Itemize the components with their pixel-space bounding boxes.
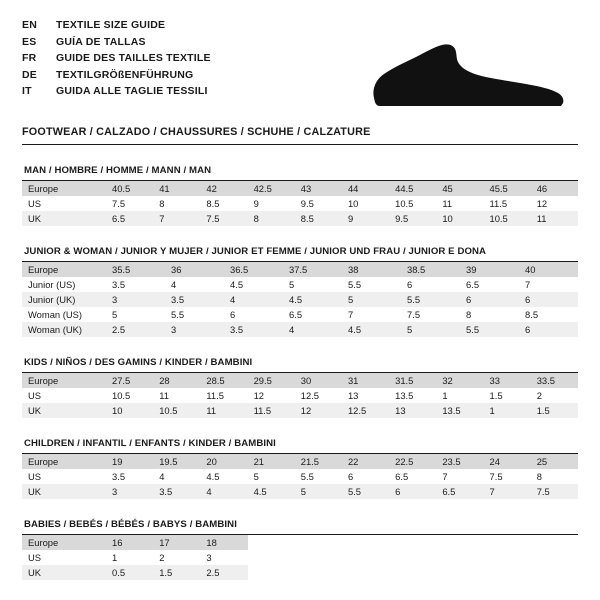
section-junior-woman <box>22 246 578 337</box>
cell: 7 <box>153 211 200 226</box>
row-label: Europe <box>22 373 106 388</box>
section-kids <box>22 357 578 418</box>
cell: 6 <box>347 471 354 482</box>
table-row <box>22 292 578 307</box>
cell: 20 <box>200 454 247 469</box>
row-label: US <box>28 471 42 482</box>
section-man <box>22 165 578 226</box>
cell: 4 <box>171 279 177 290</box>
language-code: FR <box>22 52 37 64</box>
cell: 25 <box>531 454 578 469</box>
cell: 42 <box>200 181 247 196</box>
cell: 45.5 <box>484 181 531 196</box>
row-label: US <box>28 390 42 401</box>
cell: 1 <box>484 403 531 418</box>
cell: 10 <box>436 211 483 226</box>
cell: 3 <box>106 484 153 499</box>
language-row <box>22 68 211 85</box>
row-label: Junior (US) <box>28 279 76 290</box>
cell: 21 <box>248 454 295 469</box>
cell: 2 <box>159 552 165 563</box>
cell: 39 <box>460 262 519 277</box>
table-row <box>22 181 578 196</box>
cell: 6 <box>519 292 578 307</box>
cell: 6.5 <box>395 471 409 482</box>
cell: 8.5 <box>525 309 539 320</box>
cell: 8.5 <box>295 211 342 226</box>
row-label: US <box>28 198 42 209</box>
language-row <box>22 18 211 35</box>
table-row <box>22 565 578 580</box>
cell: 43 <box>295 181 342 196</box>
cell: 21.5 <box>295 454 342 469</box>
table-row <box>22 454 578 469</box>
cell: 28 <box>153 373 200 388</box>
cell: 8.5 <box>206 198 220 209</box>
size-table-children <box>22 454 578 499</box>
language-row <box>22 35 211 52</box>
cell: 7.5 <box>407 309 421 320</box>
table-row <box>22 277 578 292</box>
table-row <box>22 262 578 277</box>
header-divider <box>22 144 578 145</box>
cell: 10.5 <box>153 403 200 418</box>
section-children <box>22 438 578 499</box>
cell: 4 <box>159 471 165 482</box>
section-babies <box>22 519 578 580</box>
cell: 11 <box>442 198 453 209</box>
cell: 11 <box>159 390 169 401</box>
cell: 10.5 <box>112 390 131 401</box>
cell: 6 <box>407 279 413 290</box>
cell: 27.5 <box>106 373 153 388</box>
cell: 38.5 <box>401 262 460 277</box>
cell: 37.5 <box>283 262 342 277</box>
cell: 40.5 <box>106 181 153 196</box>
cell: 2.5 <box>106 322 165 337</box>
cell: 38 <box>342 262 401 277</box>
cell: 44.5 <box>389 181 436 196</box>
cell: 22 <box>342 454 389 469</box>
row-label: UK <box>22 403 106 418</box>
table-row <box>22 373 578 388</box>
cell: 22.5 <box>389 454 436 469</box>
cell: 10 <box>347 198 359 209</box>
cell: 1 <box>112 552 118 563</box>
language-row <box>22 51 211 68</box>
table-row <box>22 550 578 565</box>
row-label: UK <box>22 484 106 499</box>
cell: 42.5 <box>248 181 295 196</box>
row-label: UK <box>22 211 106 226</box>
cell: 6 <box>389 484 436 499</box>
cell: 6.5 <box>106 211 153 226</box>
cell: 8 <box>248 211 295 226</box>
cell: 7 <box>525 279 531 290</box>
cell: 10.5 <box>395 198 414 209</box>
cell: 31.5 <box>389 373 436 388</box>
spacer <box>531 550 578 565</box>
language-row <box>22 84 211 101</box>
cell: 11.5 <box>206 390 224 401</box>
section-title: BABIES / BEBÉS / BÉBÉS / BABYS / BAMBINI <box>22 519 578 535</box>
table-row <box>22 196 578 211</box>
row-label: Europe <box>22 454 106 469</box>
cell: 6.5 <box>436 484 483 499</box>
cell: 12.5 <box>300 390 319 401</box>
category-line: FOOTWEAR / CALZADO / CHAUSSURES / SCHUHE / CALZATURE <box>22 126 371 138</box>
spacer <box>531 565 578 580</box>
cell: 5 <box>253 471 259 482</box>
section-title: JUNIOR & WOMAN / JUNIOR Y MUJER / JUNIOR ET FEMME / JUNIOR UND FRAU / JUNIOR E DONA <box>22 246 578 262</box>
cell: 10 <box>106 403 153 418</box>
cell: 45 <box>436 181 483 196</box>
cell: 7.5 <box>200 211 247 226</box>
cell: 3 <box>165 322 224 337</box>
language-code: ES <box>22 35 37 48</box>
language-title: GUIDA ALLE TAGLIE TESSILI <box>56 85 208 97</box>
cell: 11 <box>200 403 247 418</box>
cell: 17 <box>153 535 200 550</box>
spacer <box>436 565 483 580</box>
table-row <box>22 211 578 226</box>
cell: 7.5 <box>531 484 578 499</box>
cell: 12 <box>295 403 342 418</box>
language-code: DE <box>22 68 37 81</box>
language-code: IT <box>22 85 32 97</box>
cell: 5 <box>289 279 295 290</box>
cell: 41 <box>153 181 200 196</box>
row-label: US <box>28 552 42 563</box>
dress-shoe-icon <box>368 40 568 112</box>
language-title: TEXTILGRÖßENFÜHRUNG <box>56 68 194 81</box>
table-row <box>22 403 578 418</box>
cell: 7.5 <box>489 471 503 482</box>
cell: 5 <box>295 484 342 499</box>
cell: 6 <box>230 309 236 320</box>
section-title: MAN / HOMBRE / HOMME / MANN / MAN <box>22 165 578 181</box>
cell: 8 <box>536 471 542 482</box>
cell: 11.5 <box>489 198 508 209</box>
cell: 31 <box>342 373 389 388</box>
row-label: Europe <box>22 181 106 196</box>
section-title: KIDS / NIÑOS / DES GAMINS / KINDER / BAMBINI <box>22 357 578 373</box>
spacer <box>248 535 295 550</box>
cell: 7 <box>442 471 448 482</box>
cell: 9.5 <box>300 198 314 209</box>
cell: 40 <box>519 262 578 277</box>
cell: 19 <box>106 454 153 469</box>
cell: 7 <box>484 484 531 499</box>
cell: 33.5 <box>531 373 578 388</box>
cell: 36.5 <box>224 262 283 277</box>
row-label: UK <box>22 565 106 580</box>
cell: 16 <box>106 535 153 550</box>
cell: 8 <box>466 309 472 320</box>
cell: 3.5 <box>165 292 224 307</box>
cell: 8 <box>159 198 165 209</box>
cell: 3 <box>206 552 212 563</box>
spacer <box>342 565 389 580</box>
language-titles <box>22 18 211 101</box>
cell: 7.5 <box>112 198 126 209</box>
spacer <box>484 550 531 565</box>
cell: 13.5 <box>395 390 414 401</box>
cell: 12 <box>536 198 548 209</box>
cell: 6 <box>460 292 519 307</box>
cell: 4.5 <box>283 292 342 307</box>
size-table-junior-woman <box>22 262 578 337</box>
cell: 33 <box>484 373 531 388</box>
cell: 4 <box>283 322 342 337</box>
spacer <box>295 565 342 580</box>
language-title: TEXTILE SIZE GUIDE <box>56 19 166 31</box>
cell: 5.5 <box>171 309 185 320</box>
cell: 1.5 <box>531 403 578 418</box>
cell: 19.5 <box>153 454 200 469</box>
size-table-kids <box>22 373 578 418</box>
table-row <box>22 388 578 403</box>
spacer <box>389 535 436 550</box>
cell: 9 <box>342 211 389 226</box>
language-code: EN <box>22 19 37 31</box>
cell: 13 <box>347 390 359 401</box>
cell: 9 <box>253 198 259 209</box>
cell: 1.5 <box>489 390 503 401</box>
cell: 3 <box>106 292 165 307</box>
cell: 2 <box>536 390 542 401</box>
language-title: GUÍA DE TALLAS <box>56 35 146 48</box>
cell: 4 <box>200 484 247 499</box>
size-table-man <box>22 181 578 226</box>
cell: 11 <box>531 211 578 226</box>
row-label: Europe <box>22 262 106 277</box>
section-title: CHILDREN / INFANTIL / ENFANTS / KINDER / BAMBINI <box>22 438 578 454</box>
spacer <box>342 550 389 565</box>
cell: 1.5 <box>153 565 200 580</box>
row-label: Junior (UK) <box>22 292 106 307</box>
cell: 5.5 <box>401 292 460 307</box>
cell: 3.5 <box>224 322 283 337</box>
cell: 6.5 <box>289 309 303 320</box>
cell: 4.5 <box>342 322 401 337</box>
cell: 29.5 <box>248 373 295 388</box>
table-row <box>22 484 578 499</box>
row-label: Woman (UK) <box>22 322 106 337</box>
cell: 30 <box>295 373 342 388</box>
cell: 4.5 <box>230 279 244 290</box>
cell: 5.5 <box>300 471 314 482</box>
table-row <box>22 535 578 550</box>
spacer <box>248 550 295 565</box>
cell: 5.5 <box>348 279 362 290</box>
spacer <box>248 565 295 580</box>
cell: 2.5 <box>200 565 247 580</box>
cell: 3.5 <box>112 279 126 290</box>
table-row <box>22 307 578 322</box>
cell: 24 <box>484 454 531 469</box>
cell: 11.5 <box>248 403 295 418</box>
cell: 36 <box>165 262 224 277</box>
cell: 32 <box>436 373 483 388</box>
cell: 4 <box>224 292 283 307</box>
cell: 18 <box>200 535 247 550</box>
cell: 46 <box>531 181 578 196</box>
cell: 1 <box>442 390 448 401</box>
language-title: GUIDE DES TAILLES TEXTILE <box>56 52 211 64</box>
cell: 5 <box>112 309 118 320</box>
row-label: Europe <box>22 535 106 550</box>
spacer <box>436 535 483 550</box>
spacer <box>484 565 531 580</box>
row-label: Woman (US) <box>28 309 83 320</box>
cell: 5 <box>401 322 460 337</box>
cell: 4.5 <box>206 471 220 482</box>
cell: 4.5 <box>248 484 295 499</box>
table-row <box>22 469 578 484</box>
spacer <box>342 535 389 550</box>
cell: 6.5 <box>466 279 480 290</box>
cell: 5.5 <box>342 484 389 499</box>
spacer <box>436 550 483 565</box>
spacer <box>389 550 436 565</box>
cell: 13.5 <box>436 403 483 418</box>
cell: 6 <box>519 322 578 337</box>
cell: 3.5 <box>153 484 200 499</box>
spacer <box>484 535 531 550</box>
document-header <box>22 18 578 114</box>
cell: 5.5 <box>460 322 519 337</box>
cell: 3.5 <box>112 471 126 482</box>
spacer <box>389 565 436 580</box>
spacer <box>531 535 578 550</box>
cell: 13 <box>389 403 436 418</box>
cell: 0.5 <box>106 565 153 580</box>
cell: 35.5 <box>106 262 165 277</box>
cell: 44 <box>342 181 389 196</box>
cell: 23.5 <box>436 454 483 469</box>
cell: 10.5 <box>484 211 531 226</box>
cell: 9.5 <box>389 211 436 226</box>
cell: 5 <box>342 292 401 307</box>
spacer <box>295 550 342 565</box>
spacer <box>295 535 342 550</box>
table-row <box>22 322 578 337</box>
size-table-babies <box>22 535 578 580</box>
cell: 7 <box>348 309 354 320</box>
cell: 12 <box>253 390 264 401</box>
cell: 12.5 <box>342 403 389 418</box>
cell: 28.5 <box>200 373 247 388</box>
